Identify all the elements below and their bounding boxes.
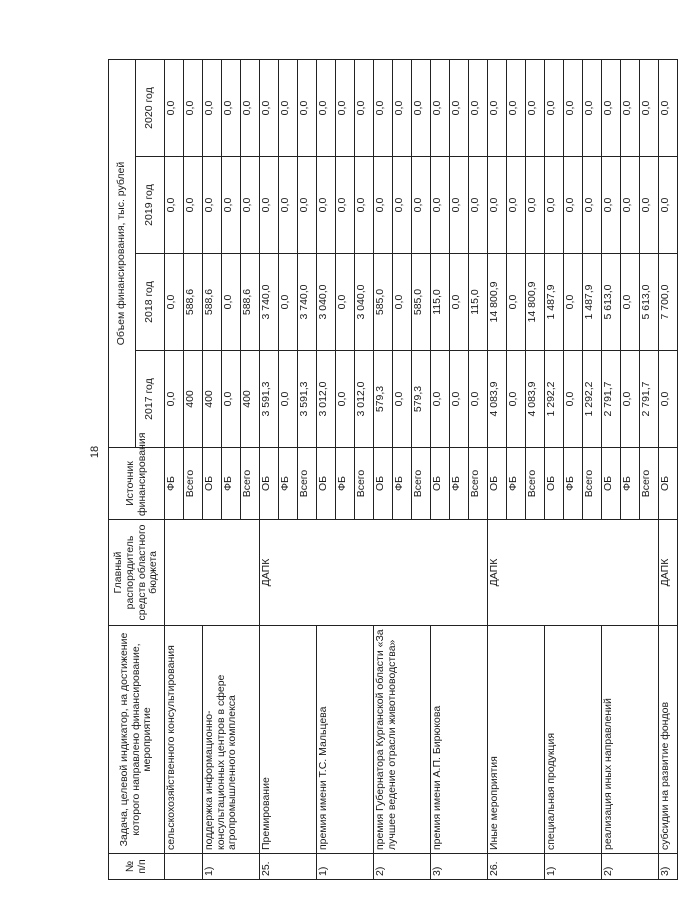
source-cell: ОБ <box>659 448 678 520</box>
source-cell: Всего <box>184 448 203 520</box>
value-cell: 0,0 <box>583 157 602 254</box>
value-cell: 0,0 <box>393 157 412 254</box>
table-row <box>165 60 184 880</box>
value-cell: 4 083,9 <box>488 351 507 448</box>
value-cell: 1 487,9 <box>583 254 602 351</box>
row-number: 1) <box>203 854 260 880</box>
header-volume: Объем финансирования, тыс. рублей <box>109 60 136 448</box>
value-cell: 0,0 <box>564 351 583 448</box>
header-2019: 2019 год <box>136 157 165 254</box>
value-cell: 0,0 <box>336 157 355 254</box>
value-cell: 0,0 <box>621 60 640 157</box>
value-cell: 3 591,3 <box>260 351 279 448</box>
value-cell: 0,0 <box>450 60 469 157</box>
task-cell: Иные мероприятия <box>488 626 545 854</box>
row-number: 25. <box>260 854 317 880</box>
row-number: 26. <box>488 854 545 880</box>
table-row <box>488 60 507 880</box>
value-cell: 0,0 <box>545 60 564 157</box>
task-cell: поддержка информационно-консультационных центров в сфере агропромышленного комплекса <box>203 626 260 854</box>
task-cell: премия имени Т.С. Мальцева <box>317 626 374 854</box>
source-cell: ФБ <box>564 448 583 520</box>
value-cell: 0,0 <box>336 254 355 351</box>
source-cell: Всего <box>583 448 602 520</box>
source-cell: ФБ <box>393 448 412 520</box>
value-cell: 2 791,7 <box>602 351 621 448</box>
value-cell: 0,0 <box>317 157 336 254</box>
value-cell: 0,0 <box>393 60 412 157</box>
table-row <box>374 60 393 880</box>
value-cell: 0,0 <box>222 351 241 448</box>
financing-table <box>108 59 678 880</box>
value-cell: 0,0 <box>279 351 298 448</box>
value-cell: 0,0 <box>260 157 279 254</box>
value-cell: 0,0 <box>640 60 659 157</box>
value-cell: 0,0 <box>203 60 222 157</box>
row-number: 2) <box>602 854 659 880</box>
row-number: 3) <box>659 854 678 880</box>
value-cell: 0,0 <box>469 60 488 157</box>
value-cell: 0,0 <box>469 351 488 448</box>
value-cell: 588,6 <box>184 254 203 351</box>
value-cell: 400 <box>241 351 260 448</box>
source-cell: Всего <box>526 448 545 520</box>
value-cell: 0,0 <box>621 254 640 351</box>
value-cell: 0,0 <box>298 60 317 157</box>
value-cell: 4 083,9 <box>526 351 545 448</box>
value-cell: 0,0 <box>564 254 583 351</box>
value-cell: 585,0 <box>412 254 431 351</box>
value-cell: 0,0 <box>374 157 393 254</box>
value-cell: 0,0 <box>260 60 279 157</box>
row-number <box>165 854 203 880</box>
row-number: 1) <box>317 854 374 880</box>
value-cell: 588,6 <box>203 254 222 351</box>
task-cell: субсидии на развитие фондов <box>659 626 678 854</box>
value-cell: 0,0 <box>222 254 241 351</box>
source-cell: ФБ <box>336 448 355 520</box>
value-cell: 0,0 <box>279 157 298 254</box>
value-cell: 400 <box>184 351 203 448</box>
value-cell: 0,0 <box>184 60 203 157</box>
source-cell: ФБ <box>450 448 469 520</box>
value-cell: 5 613,0 <box>602 254 621 351</box>
value-cell: 0,0 <box>602 157 621 254</box>
manager-cell: ДАПК <box>260 520 488 626</box>
table-row <box>602 60 621 880</box>
value-cell: 0,0 <box>488 157 507 254</box>
value-cell: 115,0 <box>469 254 488 351</box>
value-cell: 0,0 <box>507 351 526 448</box>
header-source: Источник финансирования <box>109 448 165 520</box>
value-cell: 0,0 <box>507 157 526 254</box>
source-cell: Всего <box>640 448 659 520</box>
value-cell: 0,0 <box>602 60 621 157</box>
value-cell: 0,0 <box>526 157 545 254</box>
header-row <box>109 60 136 880</box>
header-2020: 2020 год <box>136 60 165 157</box>
value-cell: 0,0 <box>621 351 640 448</box>
header-2018: 2018 год <box>136 254 165 351</box>
value-cell: 3 740,0 <box>260 254 279 351</box>
value-cell: 0,0 <box>507 254 526 351</box>
task-cell: реализация иных направлений <box>602 626 659 854</box>
source-cell: ОБ <box>545 448 564 520</box>
value-cell: 0,0 <box>298 157 317 254</box>
table-row <box>431 60 450 880</box>
value-cell: 0,0 <box>355 60 374 157</box>
task-cell: премия Губернатора Курганской области «За лучшее ведение отрасли животноводства» <box>374 626 431 854</box>
row-number: 1) <box>545 854 602 880</box>
value-cell: 0,0 <box>222 60 241 157</box>
value-cell: 400 <box>203 351 222 448</box>
value-cell: 585,0 <box>374 254 393 351</box>
value-cell: 0,0 <box>431 60 450 157</box>
value-cell: 115,0 <box>431 254 450 351</box>
value-cell: 5 613,0 <box>640 254 659 351</box>
task-cell: специальная продукция <box>545 626 602 854</box>
value-cell: 0,0 <box>393 351 412 448</box>
page-number: 18 <box>89 445 101 459</box>
header-manager: Главный распорядитель средств областного бюджета <box>109 520 165 626</box>
value-cell: 0,0 <box>659 351 678 448</box>
value-cell: 0,0 <box>450 351 469 448</box>
value-cell: 3 740,0 <box>298 254 317 351</box>
task-cell: премия имени А.П. Бирюкова <box>431 626 488 854</box>
value-cell: 0,0 <box>412 157 431 254</box>
source-cell: ОБ <box>488 448 507 520</box>
value-cell: 0,0 <box>393 254 412 351</box>
value-cell: 0,0 <box>659 60 678 157</box>
rotated-page <box>108 60 671 880</box>
manager-cell: ДАПК <box>488 520 659 626</box>
value-cell: 3 040,0 <box>355 254 374 351</box>
value-cell: 1 292,2 <box>545 351 564 448</box>
source-cell: ОБ <box>374 448 393 520</box>
value-cell: 0,0 <box>222 157 241 254</box>
value-cell: 0,0 <box>412 60 431 157</box>
value-cell: 579,3 <box>374 351 393 448</box>
value-cell: 0,0 <box>241 157 260 254</box>
value-cell: 0,0 <box>184 157 203 254</box>
value-cell: 3 012,0 <box>317 351 336 448</box>
source-cell: ФБ <box>165 448 184 520</box>
source-cell: ОБ <box>602 448 621 520</box>
table-row <box>545 60 564 880</box>
value-cell: 3 040,0 <box>317 254 336 351</box>
value-cell: 7 700,0 <box>659 254 678 351</box>
header-num: № п/п <box>109 854 165 880</box>
value-cell: 0,0 <box>640 157 659 254</box>
source-cell: ОБ <box>317 448 336 520</box>
value-cell: 2 791,7 <box>640 351 659 448</box>
value-cell: 0,0 <box>507 60 526 157</box>
value-cell: 0,0 <box>450 157 469 254</box>
value-cell: 0,0 <box>564 157 583 254</box>
source-cell: Всего <box>412 448 431 520</box>
value-cell: 1 292,2 <box>583 351 602 448</box>
value-cell: 0,0 <box>336 60 355 157</box>
source-cell: ОБ <box>431 448 450 520</box>
manager-cell: ДАПК <box>659 520 678 626</box>
value-cell: 0,0 <box>488 60 507 157</box>
value-cell: 0,0 <box>583 60 602 157</box>
value-cell: 3 591,3 <box>298 351 317 448</box>
table-row <box>260 60 279 880</box>
value-cell: 0,0 <box>355 157 374 254</box>
value-cell: 0,0 <box>165 60 184 157</box>
manager-cell <box>165 520 260 626</box>
value-cell: 0,0 <box>450 254 469 351</box>
value-cell: 0,0 <box>203 157 222 254</box>
value-cell: 0,0 <box>165 254 184 351</box>
value-cell: 0,0 <box>526 60 545 157</box>
table-body <box>165 60 678 880</box>
value-cell: 0,0 <box>564 60 583 157</box>
value-cell: 0,0 <box>659 157 678 254</box>
table-row <box>659 60 678 880</box>
source-cell: ФБ <box>507 448 526 520</box>
value-cell: 0,0 <box>279 254 298 351</box>
source-cell: ФБ <box>279 448 298 520</box>
source-cell: Всего <box>469 448 488 520</box>
value-cell: 579,3 <box>412 351 431 448</box>
row-number: 2) <box>374 854 431 880</box>
value-cell: 0,0 <box>431 351 450 448</box>
value-cell: 0,0 <box>374 60 393 157</box>
value-cell: 0,0 <box>545 157 564 254</box>
value-cell: 0,0 <box>336 351 355 448</box>
table-row <box>317 60 336 880</box>
value-cell: 1 487,9 <box>545 254 564 351</box>
source-cell: Всего <box>298 448 317 520</box>
header-2017: 2017 год <box>136 351 165 448</box>
value-cell: 0,0 <box>621 157 640 254</box>
source-cell: Всего <box>241 448 260 520</box>
value-cell: 588,6 <box>241 254 260 351</box>
value-cell: 0,0 <box>165 157 184 254</box>
table-row <box>203 60 222 880</box>
task-cell: сельскохозяйственного консультирования <box>165 626 203 854</box>
value-cell: 0,0 <box>165 351 184 448</box>
source-cell: ФБ <box>222 448 241 520</box>
header-task: Задача, целевой индикатор, на достижение которого направлено финансирование, мероприятие <box>109 626 165 854</box>
value-cell: 0,0 <box>469 157 488 254</box>
value-cell: 14 800,9 <box>488 254 507 351</box>
value-cell: 14 800,9 <box>526 254 545 351</box>
task-cell: Премирование <box>260 626 317 854</box>
value-cell: 0,0 <box>279 60 298 157</box>
source-cell: ОБ <box>260 448 279 520</box>
value-cell: 0,0 <box>317 60 336 157</box>
value-cell: 3 012,0 <box>355 351 374 448</box>
row-number: 3) <box>431 854 488 880</box>
value-cell: 0,0 <box>241 60 260 157</box>
source-cell: ФБ <box>621 448 640 520</box>
value-cell: 0,0 <box>431 157 450 254</box>
source-cell: ОБ <box>203 448 222 520</box>
source-cell: Всего <box>355 448 374 520</box>
